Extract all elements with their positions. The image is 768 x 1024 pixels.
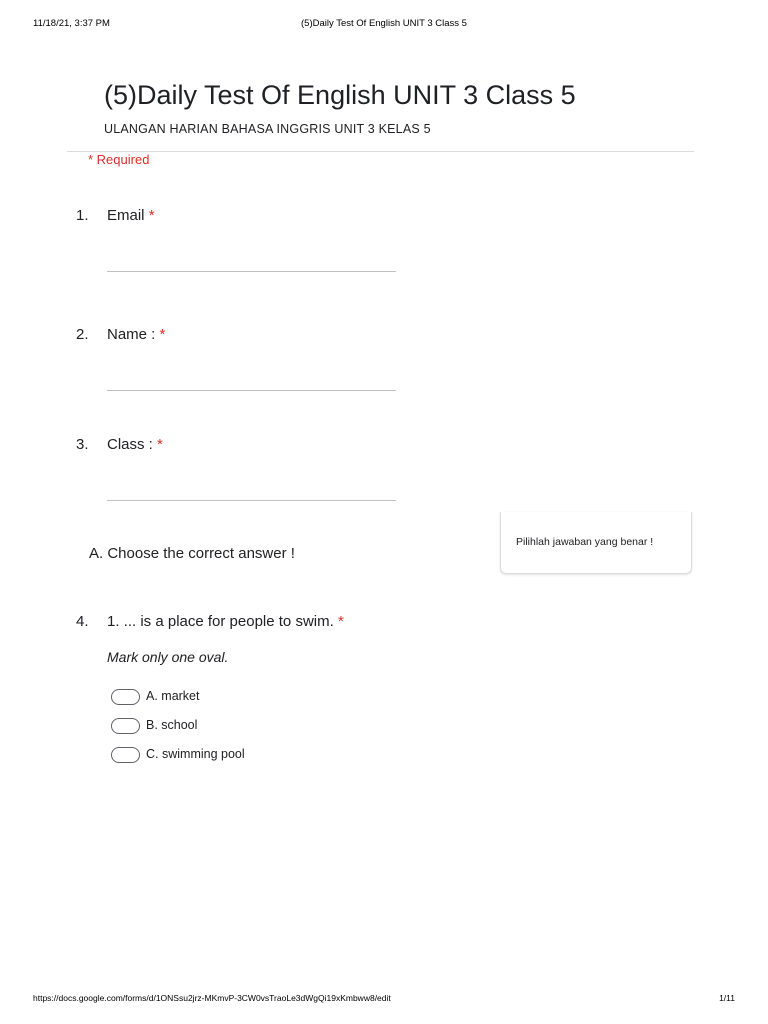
name-answer-line[interactable] [107,390,396,391]
print-url: https://docs.google.com/forms/d/1ONSsu2jrz-MKmvP-3CW0vsTraoLe3dWgQi19xKmbww8/edit [33,993,391,1003]
question-number: 3. [76,436,89,453]
radio-oval[interactable] [111,718,140,734]
section-description-card [500,512,692,574]
option-label: C. swimming pool [146,747,245,761]
class-answer-line[interactable] [107,500,396,501]
print-page-title: (5)Daily Test Of English UNIT 3 Class 5 [301,18,467,29]
required-asterisk: * [157,436,163,453]
form-title: (5)Daily Test Of English UNIT 3 Class 5 [104,80,576,110]
question-label [107,436,163,453]
mark-instruction: Mark only one oval. [107,649,229,665]
required-asterisk: * [148,207,155,224]
question-label-text: Name : [107,326,156,343]
question-number: 4. [76,613,89,630]
print-datetime: 11/18/21, 3:37 PM [33,18,110,29]
title-divider [67,151,694,152]
required-asterisk: * [337,613,344,630]
question-number: 2. [76,326,89,343]
print-page-number: 1/11 [719,993,735,1003]
question-label [107,207,155,224]
option-label: B. school [146,718,198,732]
section-title: A. Choose the correct answer ! [89,545,295,562]
question-label [107,326,165,343]
radio-oval[interactable] [111,747,140,763]
option-label: A. market [146,689,200,703]
question-label-text: Email [107,207,145,224]
radio-oval[interactable] [111,689,140,705]
question-label-text: 1. ... is a place for people to swim. [107,613,334,630]
question-number: 1. [76,207,89,224]
question-label-text: Class : [107,436,153,453]
required-note: * Required [88,152,150,167]
required-asterisk: * [159,326,166,343]
question-label [107,613,344,630]
section-description: Pilihlah jawaban yang benar ! [516,536,654,548]
form-description: ULANGAN HARIAN BAHASA INGGRIS UNIT 3 KELAS 5 [104,122,431,136]
email-answer-line[interactable] [107,271,396,272]
